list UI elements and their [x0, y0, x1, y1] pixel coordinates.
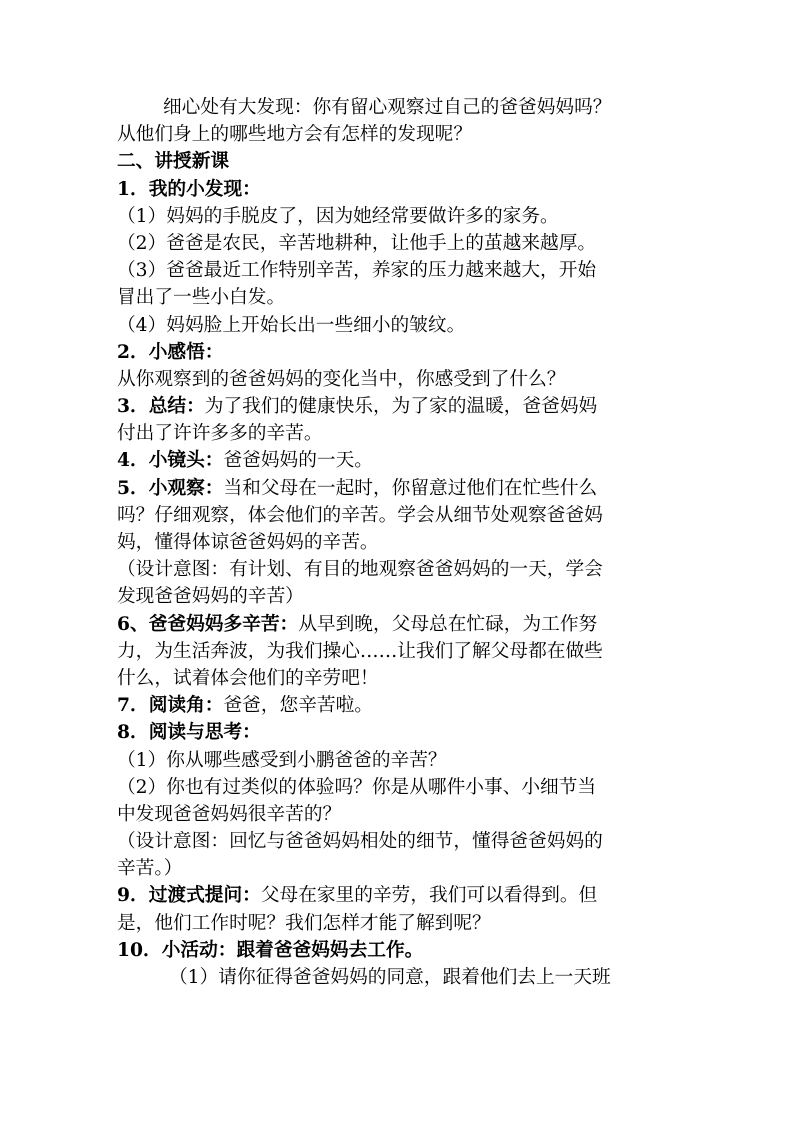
- text-line: [117, 312, 677, 339]
- text-line: [117, 339, 677, 366]
- text-line: [117, 665, 677, 692]
- text-line: [117, 420, 677, 447]
- text-line: [117, 148, 677, 175]
- line-text: （2）爸爸是农民，辛苦地耕种，让他手上的茧越来越厚。: [117, 232, 597, 254]
- text-line: [117, 475, 677, 502]
- text-line: [117, 910, 677, 937]
- text-line: [117, 747, 677, 774]
- line-text: （1）请你征得爸爸妈妈的同意，跟着他们去上一天班: [169, 967, 611, 988]
- text-line: [117, 583, 677, 610]
- text-line: [117, 257, 677, 284]
- document-page: [117, 94, 677, 991]
- text-line: [117, 937, 677, 964]
- text-line: [117, 203, 677, 230]
- text-line: [117, 611, 677, 638]
- text-line: [117, 529, 677, 556]
- line-text: 细心处有大发现：你有留心观察过自己的爸爸妈妈吗？: [163, 97, 612, 118]
- text-line: [117, 176, 677, 203]
- text-line: [117, 692, 677, 719]
- text-line: [117, 964, 677, 991]
- line-text: 从你观察到的爸爸妈妈的变化当中，你感受到了什么？: [117, 368, 566, 390]
- text-line: [117, 121, 677, 148]
- bold-heading: 1．我的小发现：: [117, 177, 261, 200]
- text-line: [117, 94, 677, 121]
- line-text: 发现爸爸妈妈的辛苦）: [117, 586, 304, 608]
- text-line: [117, 230, 677, 257]
- bold-heading: 10．小活动：跟着爸爸妈妈去工作。: [117, 938, 424, 961]
- text-line: [117, 502, 677, 529]
- line-text: 吗？仔细观察，体会他们的辛苦。学会从细节处观察爸爸妈: [117, 504, 603, 526]
- line-text: 爸爸妈妈的一天。: [223, 450, 373, 472]
- text-line: [117, 638, 677, 665]
- text-line: [117, 366, 677, 393]
- text-line: [117, 801, 677, 828]
- text-line: [117, 828, 677, 855]
- line-text: 为了我们的健康快乐，为了家的温暖，爸爸妈妈: [204, 396, 598, 418]
- line-text: （1）你从哪些感受到小鹏爸爸的辛苦？: [117, 749, 447, 771]
- line-text: （3）爸爸最近工作特别辛苦，养家的压力越来越大，开始: [117, 260, 597, 282]
- text-line: [117, 882, 677, 909]
- line-text: 当和父母在一起时，你留意过他们在忙些什么: [223, 477, 598, 499]
- line-text: （1）妈妈的手脱皮了，因为她经常要做许多的家务。: [117, 205, 559, 227]
- line-text: 从早到晚，父母总在忙碌，为工作努: [298, 613, 598, 635]
- bold-heading: 二、讲授新课: [117, 150, 230, 173]
- line-text: 从他们身上的哪些地方会有怎样的发现呢？: [117, 124, 473, 146]
- line-text: 父母在家里的辛劳，我们可以看得到。但: [260, 885, 598, 907]
- bold-heading: 2．小感悟：: [117, 340, 224, 363]
- line-text: 付出了许许多多的辛苦。: [117, 423, 323, 445]
- text-line: [117, 719, 677, 746]
- text-line: [117, 284, 677, 311]
- line-text: 妈，懂得体谅爸爸妈妈的辛苦。: [117, 532, 379, 553]
- line-text: 什么，试着体会他们的辛劳吧！: [117, 667, 379, 689]
- line-text: （设计意图：回忆与爸爸妈妈相处的细节，懂得爸爸妈妈的: [117, 831, 603, 853]
- bold-heading: 9．过渡式提问：: [117, 884, 261, 907]
- line-text: 中发现爸爸妈妈很辛苦的？: [117, 803, 342, 825]
- bold-heading: 5．小观察：: [117, 476, 224, 499]
- text-line: [117, 855, 677, 882]
- line-text: 是，他们工作时呢？我们怎样才能了解到呢？: [117, 912, 491, 934]
- text-line: [117, 393, 677, 420]
- line-text: 力，为生活奔波，为我们操心……让我们了解父母都在做些: [117, 640, 603, 662]
- line-text: 爸爸，您辛苦啦。: [223, 695, 373, 717]
- line-text: 冒出了一些小白发。: [117, 287, 286, 309]
- text-line: [117, 774, 677, 801]
- bold-heading: 8．阅读与思考：: [117, 721, 261, 744]
- bold-heading: 7．阅读角：: [117, 694, 224, 717]
- line-text: （设计意图：有计划、有目的地观察爸爸妈妈的一天，学会: [117, 559, 603, 581]
- text-line: [117, 556, 677, 583]
- line-text: （2）你也有过类似的体验吗？你是从哪件小事、小细节当: [117, 776, 597, 798]
- line-text: （4）妈妈脸上开始长出一些细小的皱纹。: [117, 314, 466, 336]
- text-line: [117, 447, 677, 474]
- bold-heading: 3．总结：: [117, 395, 205, 418]
- bold-heading: 4．小镜头：: [117, 449, 224, 472]
- line-text: 辛苦。）: [117, 858, 183, 880]
- bold-heading: 6、爸爸妈妈多辛苦：: [117, 612, 299, 635]
